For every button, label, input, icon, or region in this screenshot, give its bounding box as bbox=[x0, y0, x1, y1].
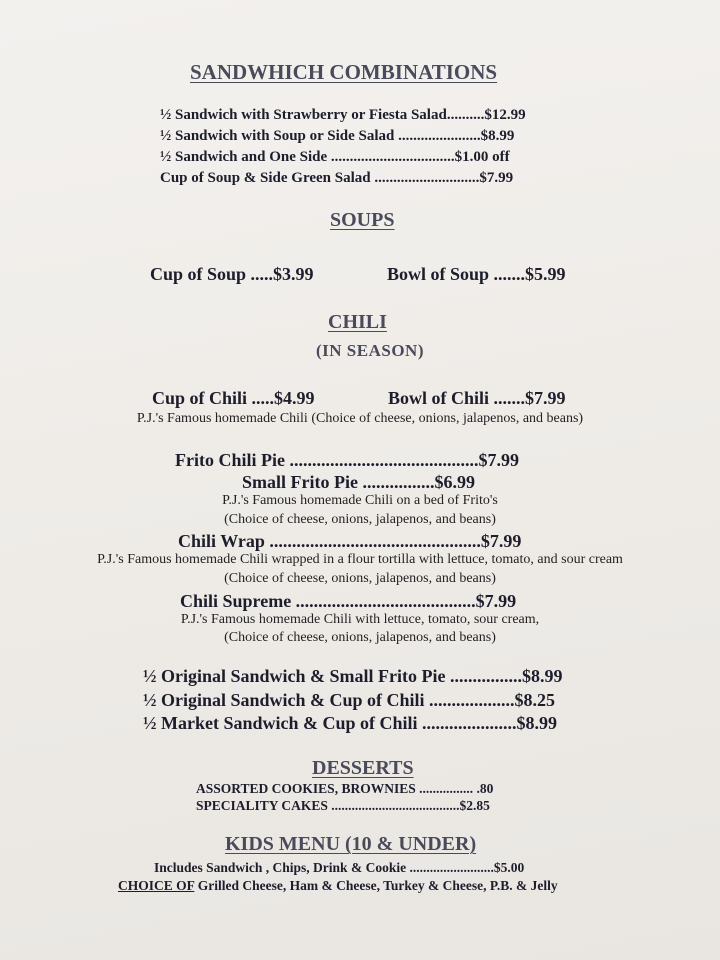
sandwich-combinations-heading: SANDWHICH COMBINATIONS bbox=[190, 60, 498, 84]
cup-of-chili: Cup of Chili .....$4.99 bbox=[152, 388, 315, 408]
bowl-of-soup: Bowl of Soup .......$5.99 bbox=[387, 264, 566, 284]
small-frito-pie: Small Frito Pie ................$6.99 bbox=[242, 472, 475, 492]
menu-item: ½ Sandwich with Soup or Side Salad ......................$8.99 bbox=[160, 128, 515, 144]
dessert-item: SPECIALITY CAKES ......................................$2.85 bbox=[196, 798, 490, 813]
cup-of-soup: Cup of Soup .....$3.99 bbox=[150, 264, 314, 284]
choice-of-label: CHOICE OF bbox=[118, 878, 195, 893]
chili-supreme: Chili Supreme ........................................$7.99 bbox=[180, 591, 517, 611]
frito-chili-pie: Frito Chili Pie ..........................................$7.99 bbox=[175, 450, 519, 470]
chili-subtitle: (IN SEASON) bbox=[316, 341, 424, 360]
chili-wrap: Chili Wrap ...............................................$7.99 bbox=[178, 531, 522, 551]
combo-item: ½ Market Sandwich & Cup of Chili .....................$8.99 bbox=[143, 713, 558, 733]
soups-heading: SOUPS bbox=[330, 209, 395, 231]
chili-description: P.J.'s Famous homemade Chili (Choice of cheese, onions, jalapenos, and beans) bbox=[136, 411, 584, 426]
menu-item: Cup of Soup & Side Green Salad ............................$7.99 bbox=[160, 170, 514, 186]
chili-wrap-description: P.J.'s Famous homemade Chili wrapped in a flour tortilla with lettuce, tomato, and sour cream bbox=[97, 552, 623, 567]
desserts-heading: DESSERTS bbox=[312, 757, 414, 779]
menu-item: ½ Sandwich and One Side .................................$1.00 off bbox=[160, 149, 510, 165]
small-frito-description: P.J.'s Famous homemade Chili on a bed of Frito's bbox=[222, 493, 498, 508]
chili-wrap-choices: (Choice of cheese, onions, jalapenos, and beans) bbox=[224, 571, 496, 586]
chili-supreme-description: P.J.'s Famous homemade Chili with lettuce, tomato, sour cream, bbox=[180, 612, 540, 627]
combo-item: ½ Original Sandwich & Small Frito Pie ................$8.99 bbox=[143, 666, 563, 686]
dessert-item: ASSORTED COOKIES, BROWNIES ................ .80 bbox=[196, 781, 494, 796]
combo-item: ½ Original Sandwich & Cup of Chili ...................$8.25 bbox=[143, 690, 556, 710]
bowl-of-chili: Bowl of Chili .......$7.99 bbox=[388, 388, 566, 408]
menu-item: ½ Sandwich with Strawberry or Fiesta Salad..........$12.99 bbox=[160, 107, 526, 123]
kids-menu-heading: KIDS MENU (10 & UNDER) bbox=[225, 833, 477, 855]
chili-heading: CHILI bbox=[328, 311, 387, 333]
chili-supreme-choices: (Choice of cheese, onions, jalapenos, and beans) bbox=[224, 630, 496, 645]
choice-of-items: Grilled Cheese, Ham & Cheese, Turkey & Cheese, P.B. & Jelly bbox=[194, 878, 558, 893]
small-frito-choices: (Choice of cheese, onions, jalapenos, and beans) bbox=[224, 512, 496, 527]
kids-menu-choices bbox=[118, 878, 558, 894]
kids-menu-includes: Includes Sandwich , Chips, Drink & Cookie .........................$5.00 bbox=[154, 860, 525, 875]
